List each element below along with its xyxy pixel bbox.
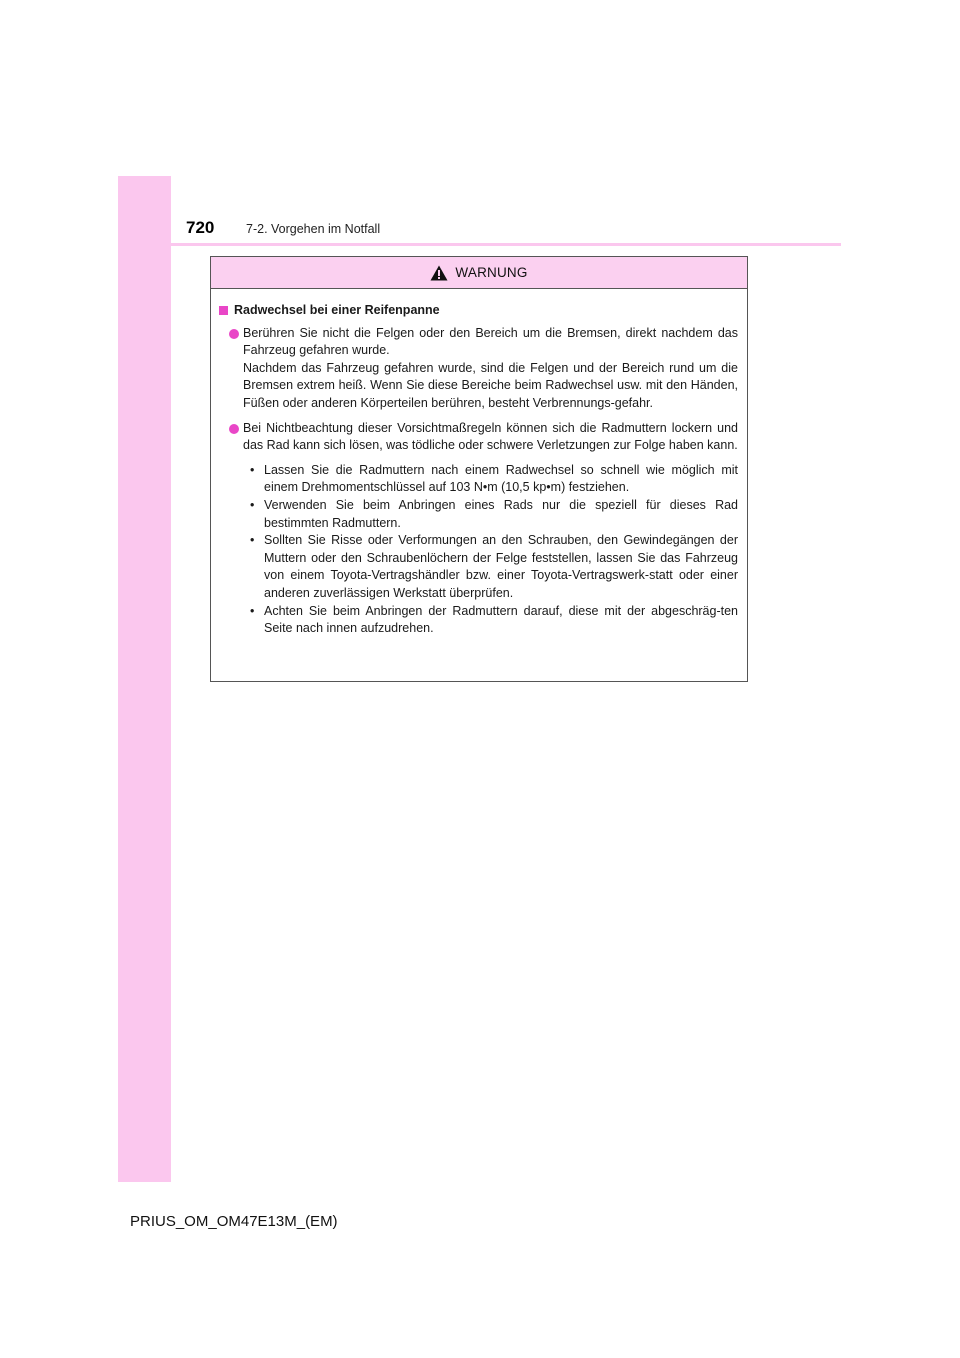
sub-bullet: •	[250, 497, 255, 512]
page-number: 720	[186, 218, 215, 237]
point-paragraph: Berühren Sie nicht die Felgen oder den Bereich um die Bremsen, direkt nachdem das Fahrzeug gefahren wurde.	[243, 325, 738, 358]
warning-point	[229, 325, 738, 413]
warning-box	[210, 256, 748, 682]
sub-list	[250, 462, 738, 638]
sub-bullet: •	[250, 462, 255, 477]
warning-triangle-icon	[430, 265, 448, 281]
sub-bullet: •	[250, 533, 255, 548]
sub-list-item: • Achten Sie beim Anbringen der Radmuttern darauf, diese mit der abgeschräg-ten Seite nach innen aufzudrehen.	[250, 603, 738, 638]
point-paragraph: Nachdem das Fahrzeug gefahren wurde, sind die Felgen und der Bereich rund um die Bremsen extrem heiß. Wenn Sie diese Bereiche beim Radwechsel usw. mit den Händen, Füßen oder anderen Körperteilen berühren, besteht Verbrennungs-gefahr.	[243, 360, 738, 410]
warning-point	[229, 420, 738, 455]
sub-list-item: • Lassen Sie die Radmuttern nach einem Radwechsel so schnell wie möglich mit einem Drehmomentschlüssel auf 103 N•m (10,5 kp•m) festziehen.	[250, 462, 738, 497]
circle-bullet-icon	[229, 424, 239, 434]
square-bullet-icon	[219, 306, 228, 315]
side-color-band	[118, 176, 171, 1182]
warning-body	[211, 289, 747, 638]
sub-list-item: • Verwenden Sie beim Anbringen eines Rads nur die speziell für dieses Rad bestimmten Radmuttern.	[250, 497, 738, 532]
warning-heading	[219, 302, 738, 320]
header-rule	[118, 243, 841, 246]
warning-heading-text: Radwechsel bei einer Reifenpanne	[234, 303, 440, 317]
circle-bullet-icon	[229, 329, 239, 339]
sub-list-item: • Sollten Sie Risse oder Verformungen an den Schrauben, den Gewindegängen der Muttern oder den Schraubenlöchern der Felge feststellen, lassen Sie das Fahrzeug von einem Toyota-Vertragshändler bzw. einer Toyota-Vertragswerk-statt oder einer anderen zuverlässigen Werkstatt überprüfen.	[250, 532, 738, 602]
warning-header	[211, 257, 747, 289]
section-title: 7-2. Vorgehen im Notfall	[246, 222, 381, 236]
warning-label: WARNUNG	[455, 265, 528, 280]
point-paragraph: Bei Nichtbeachtung dieser Vorsichtmaßregeln können sich die Radmuttern lockern und das Rad kann sich lösen, was tödliche oder schwere Verletzungen zur Folge haben kann.	[243, 420, 738, 453]
document-id: PRIUS_OM_OM47E13M_(EM)	[130, 1213, 338, 1230]
sub-bullet: •	[250, 603, 255, 618]
